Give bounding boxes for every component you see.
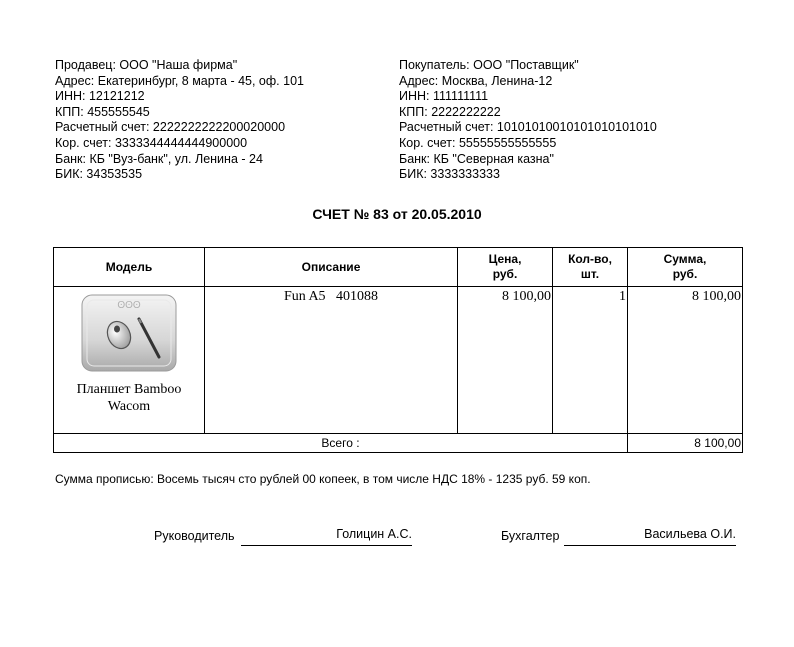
- seller-corr-account: Кор. счет: 3333344444444900000: [55, 135, 248, 150]
- item-sum-value: 8 100,00: [692, 289, 741, 304]
- amount-in-words: Сумма прописью: Восемь тысяч сто рублей 00 копеек, в том числе НДС 18% - 1235 руб. 59 коп.: [55, 472, 591, 486]
- total-value: 8 100,00: [628, 434, 743, 453]
- total-row: [54, 434, 743, 453]
- header-price-line2: руб.: [492, 267, 518, 281]
- seller-name: Продавец: ООО "Наша фирма": [55, 58, 238, 72]
- buyer-name: Покупатель: ООО "Поставщик": [399, 58, 579, 72]
- header-price-line1: Цена,: [488, 252, 522, 266]
- item-description: [205, 287, 458, 434]
- table-header-row: [54, 248, 743, 287]
- item-model-name: [54, 381, 204, 415]
- total-label: Всего :: [54, 434, 628, 453]
- header-qty: [553, 248, 628, 287]
- buyer-block: [399, 58, 657, 183]
- seller-bik: БИК: 34353535: [55, 167, 143, 182]
- item-qty-value: 1: [619, 289, 626, 304]
- seller-block: [55, 58, 304, 183]
- buyer-account: Расчетный счет: 10101010010101010101010: [399, 120, 657, 135]
- header-sum-line2: руб.: [672, 267, 698, 281]
- invoice-table: [53, 247, 743, 453]
- buyer-bik: БИК: 3333333333: [399, 167, 500, 182]
- header-qty-line1: Кол-во,: [568, 252, 612, 266]
- header-description: [205, 248, 458, 287]
- header-sum: [628, 248, 743, 287]
- header-qty-line2: шт.: [580, 267, 600, 281]
- invoice-title: СЧЕТ № 83 от 20.05.2010: [312, 206, 482, 222]
- item-model-cell: [54, 287, 205, 434]
- accountant-signature-line: [564, 527, 736, 546]
- buyer-corr-account: Кор. счет: 55555555555555: [399, 135, 557, 150]
- buyer-address: Адрес: Москва, Ленина-12: [399, 73, 553, 88]
- director-label: Руководитель: [154, 529, 235, 543]
- tablet-product-image: [79, 291, 179, 375]
- seller-address: Адрес: Екатеринбург, 8 марта - 45, оф. 101: [55, 73, 304, 88]
- item-description-text: Fun A5 401088: [283, 289, 379, 304]
- buyer-kpp: КПП: 2222222222: [399, 104, 501, 119]
- header-price: [458, 248, 553, 287]
- header-sum-line1: Сумма,: [663, 252, 707, 266]
- director-name: Голицин А.С.: [336, 527, 412, 541]
- seller-bank: Банк: КБ "Вуз-банк", ул. Ленина - 24: [55, 151, 263, 166]
- item-price: [458, 287, 553, 434]
- seller-account: Расчетный счет: 2222222222200020000: [55, 120, 286, 135]
- item-model-line1: Планшет Bamboo: [76, 382, 182, 397]
- header-model: [54, 248, 205, 287]
- buyer-inn: ИНН: 111111111: [399, 89, 489, 104]
- item-sum: [628, 287, 743, 434]
- director-signature-line: [241, 527, 412, 546]
- accountant-label: Бухгалтер: [501, 529, 560, 543]
- header-description-label: Описание: [301, 259, 361, 274]
- seller-inn: ИНН: 12121212: [55, 89, 145, 104]
- item-model-line2: Wacom: [107, 399, 151, 414]
- item-qty: [553, 287, 628, 434]
- header-model-label: Модель: [105, 259, 153, 274]
- tablet-logo: ʘʘʘ: [117, 300, 141, 311]
- item-price-value: 8 100,00: [502, 289, 551, 304]
- accountant-name: Васильева О.И.: [644, 527, 736, 541]
- seller-kpp: КПП: 455555545: [55, 104, 150, 119]
- buyer-bank: Банк: КБ "Северная казна": [399, 151, 554, 166]
- table-row: [54, 287, 743, 434]
